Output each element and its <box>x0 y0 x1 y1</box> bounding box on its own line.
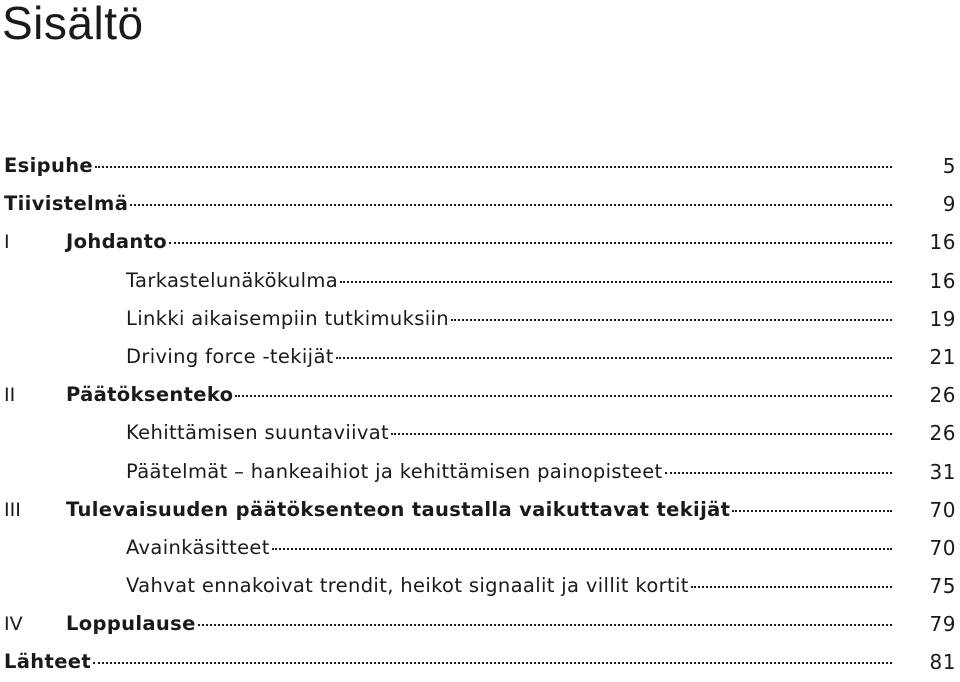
toc-label: Kehittämisen suuntaviivat <box>126 421 390 445</box>
toc-page-number: 16 <box>929 268 956 293</box>
toc-label: Driving force -tekijät <box>126 344 334 368</box>
toc-label: Loppulause <box>66 612 196 636</box>
dot-leader <box>336 356 892 359</box>
toc-page-number: 70 <box>929 535 956 560</box>
toc-page-number: 19 <box>929 306 956 331</box>
toc-entry-avainkasitteet[interactable] <box>0 529 960 567</box>
toc-label: Johdanto <box>66 230 168 254</box>
dot-leader <box>665 471 892 474</box>
toc-entry-driving-force[interactable] <box>0 338 960 376</box>
dot-leader <box>169 241 892 244</box>
dot-leader <box>95 165 892 168</box>
toc-page-number: 26 <box>929 421 956 446</box>
toc-entry-kehittamisen-suuntaviivat[interactable] <box>0 414 960 452</box>
toc-entry-loppulause[interactable] <box>0 605 960 643</box>
dot-leader <box>391 432 892 435</box>
dot-leader <box>451 318 892 321</box>
toc-label: Lähteet <box>4 650 92 674</box>
toc-page-number: 79 <box>929 612 956 637</box>
toc-entry-tulevaisuuden-paatoksenteon[interactable] <box>0 491 960 529</box>
toc-entry-lahteet[interactable] <box>0 643 960 681</box>
toc-page-number: 5 <box>942 154 956 178</box>
chapter-number: III <box>4 498 21 521</box>
page-title: Sisältö <box>2 0 144 49</box>
chapter-number: IV <box>4 613 23 636</box>
toc-page-number: 16 <box>929 230 956 255</box>
toc-entry-vahvat-trendit[interactable] <box>0 567 960 605</box>
toc-page-number: 9 <box>942 192 956 217</box>
toc-label: Tulevaisuuden päätöksenteon taustalla vaikuttavat tekijät <box>66 497 731 521</box>
toc-label: Päätelmät – hankeaihiot ja kehittämisen painopisteet <box>126 459 663 483</box>
toc-entry-paatoksenteko[interactable] <box>0 376 960 414</box>
toc-page-number: 26 <box>929 383 956 408</box>
toc-label: Tarkastelunäkökulma <box>126 268 339 292</box>
toc-page-number: 70 <box>929 497 956 522</box>
toc-entry-tarkastelunakokulma[interactable] <box>0 262 960 300</box>
toc-entry-esipuhe[interactable] <box>0 147 960 185</box>
chapter-number: I <box>4 231 10 254</box>
toc-page-number: 75 <box>929 574 956 599</box>
toc-entry-johdanto[interactable] <box>0 223 960 261</box>
toc-entry-linkki[interactable] <box>0 300 960 338</box>
dot-leader <box>198 623 892 626</box>
dot-leader <box>235 394 892 397</box>
chapter-number: II <box>4 384 16 407</box>
toc-label: Linkki aikaisempiin tutkimuksiin <box>126 306 450 330</box>
toc-label: Tiivistelmä <box>4 192 129 216</box>
toc-label: Päätöksenteko <box>66 383 234 407</box>
dot-leader <box>130 203 892 206</box>
dot-leader <box>691 585 892 588</box>
dot-leader <box>272 547 892 550</box>
dot-leader <box>93 661 892 664</box>
toc-label: Esipuhe <box>4 154 94 177</box>
toc-page-number: 21 <box>929 344 956 369</box>
dot-leader <box>732 509 892 512</box>
toc-entry-tiivistelma[interactable] <box>0 185 960 223</box>
toc-label: Avainkäsitteet <box>126 535 270 559</box>
table-of-contents <box>0 147 960 682</box>
toc-label: Vahvat ennakoivat trendit, heikot signaalit ja villit kortit <box>126 574 689 598</box>
toc-page-number: 81 <box>929 650 956 675</box>
dot-leader <box>340 280 892 283</box>
toc-entry-paatelmat[interactable] <box>0 453 960 491</box>
toc-page-number: 31 <box>929 459 956 484</box>
